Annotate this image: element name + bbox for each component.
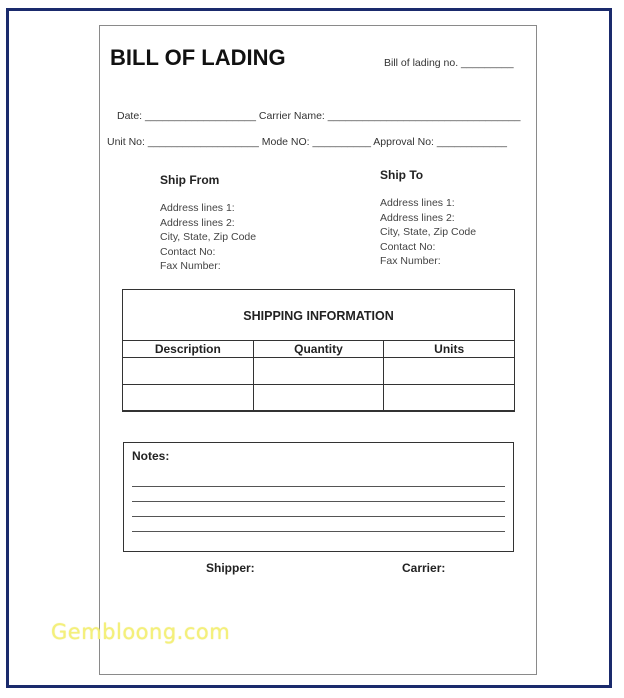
- ship-to-line: City, State, Zip Code: [380, 226, 477, 239]
- date-label: Date:: [117, 110, 143, 122]
- ship-from-heading: Ship From: [160, 173, 220, 187]
- mode-no-blank: __________: [312, 136, 371, 148]
- bol-number-field: Bill of lading no. _________: [384, 57, 514, 69]
- ship-from-line: Contact No:: [160, 245, 216, 258]
- ship-from-line: Address lines 2:: [160, 216, 235, 229]
- ship-to-line: Address lines 2:: [380, 211, 455, 224]
- ship-from-line: City, State, Zip Code: [160, 231, 257, 244]
- date-blank: ___________________: [145, 110, 256, 122]
- table-cell[interactable]: [253, 385, 384, 412]
- ship-from-line: Address lines 1:: [160, 202, 235, 214]
- unit-no-blank: ___________________: [147, 136, 259, 148]
- table-header-row: [123, 341, 515, 358]
- table-row: [123, 385, 515, 412]
- mode-no-label: Mode NO:: [261, 136, 310, 148]
- notes-line[interactable]: [132, 516, 505, 517]
- notes-line[interactable]: [132, 486, 505, 487]
- document-title: BILL OF LADING: [110, 45, 286, 70]
- table-row: [123, 358, 515, 385]
- unit-no-label: Unit No:: [107, 136, 145, 148]
- ship-to-line: Contact No:: [380, 240, 436, 253]
- ship-from-line: Fax Number:: [160, 260, 221, 273]
- carrier-signature-label: Carrier:: [402, 561, 446, 575]
- shipper-signature-label: Shipper:: [206, 561, 255, 575]
- ship-to-address: [380, 196, 476, 269]
- table-cell[interactable]: [123, 385, 254, 412]
- watermark-text: Gembloong.com: [51, 620, 231, 644]
- ship-to-line: Address lines 1:: [380, 197, 455, 209]
- notes-line[interactable]: [132, 531, 505, 532]
- unit-row: [107, 136, 507, 148]
- approval-no-blank: ____________: [436, 136, 507, 148]
- table-cell[interactable]: [253, 358, 384, 385]
- approval-no-label: Approval No:: [373, 136, 434, 148]
- column-quantity: Quantity: [253, 341, 384, 358]
- column-description: Description: [123, 341, 254, 358]
- ship-from-address: [160, 201, 256, 274]
- ship-to-line: Fax Number:: [380, 255, 441, 268]
- table-cell[interactable]: [384, 385, 515, 412]
- table-cell[interactable]: [384, 358, 515, 385]
- carrier-name-blank: _________________________________: [327, 110, 521, 122]
- shipping-information-box: [122, 289, 515, 411]
- notes-label: Notes:: [132, 449, 170, 463]
- date-row: [117, 110, 520, 122]
- column-units: Units: [384, 341, 515, 358]
- carrier-name-label: Carrier Name:: [258, 110, 325, 122]
- shipping-information-title: SHIPPING INFORMATION: [243, 309, 394, 323]
- table-cell[interactable]: [123, 358, 254, 385]
- notes-box: [123, 442, 514, 552]
- shipping-table: [122, 340, 515, 412]
- notes-line[interactable]: [132, 501, 505, 502]
- ship-to-heading: Ship To: [380, 168, 424, 182]
